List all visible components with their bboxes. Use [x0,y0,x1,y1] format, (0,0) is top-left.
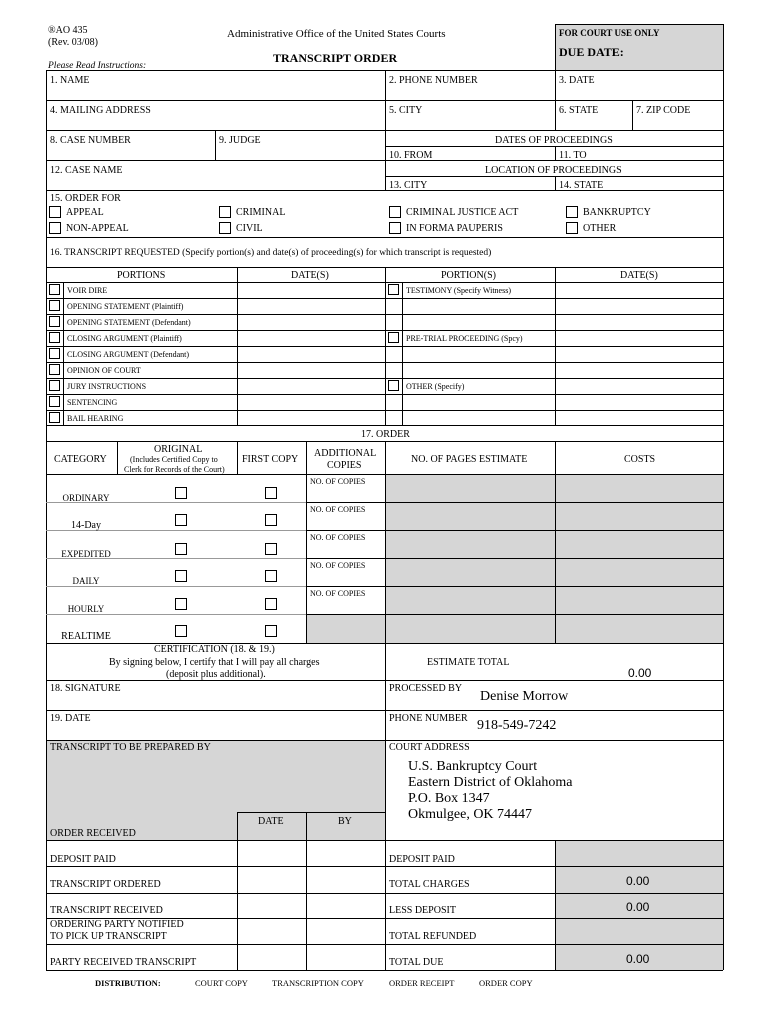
due-date-label[interactable]: DUE DATE: [559,45,624,59]
portion-checkbox[interactable] [49,396,60,407]
original-checkbox[interactable] [175,543,187,555]
portion-checkbox[interactable] [49,332,60,343]
portion-checkbox[interactable] [49,380,60,391]
pages-estimate-header: NO. OF PAGES ESTIMATE [411,454,528,465]
civil-label: CIVIL [236,223,263,234]
distribution-order-receipt: ORDER RECEIPT [389,978,455,988]
no-of-copies-label[interactable]: NO. OF COPIES [310,505,366,514]
total-due-label: TOTAL DUE [389,957,444,968]
criminal-label: CRIMINAL [236,207,286,218]
phone-field[interactable]: 2. PHONE NUMBER [389,75,478,86]
location-state-field[interactable]: 14. STATE [559,180,604,191]
total-refunded-label: TOTAL REFUNDED [389,931,477,942]
transcript-received-label: TRANSCRIPT RECEIVED [50,905,163,916]
portion-checkbox[interactable] [49,300,60,311]
court-use-label: FOR COURT USE ONLY [559,28,660,38]
portion-label: SENTENCING [67,398,118,407]
transcript-ordered-label: TRANSCRIPT ORDERED [50,879,161,890]
non-appeal-checkbox[interactable] [49,222,61,234]
judge-field[interactable]: 9. JUDGE [219,135,261,146]
bankruptcy-checkbox[interactable] [566,206,578,218]
order-section-label: 17. ORDER [361,429,410,440]
certification-line-2: (deposit plus additional). [166,669,266,680]
deposit-paid-label: DEPOSIT PAID [50,854,116,865]
ifp-label: IN FORMA PAUPERIS [406,223,503,234]
order-for-label: 15. ORDER FOR [50,193,121,204]
first-copy-checkbox[interactable] [265,598,277,610]
to-field[interactable]: 11. TO [559,150,587,161]
first-copy-checkbox[interactable] [265,625,277,637]
no-of-copies-label[interactable]: NO. OF COPIES [310,477,366,486]
no-of-copies-label[interactable]: NO. OF COPIES [310,561,366,570]
case-number-field[interactable]: 8. CASE NUMBER [50,135,131,146]
portion-label: JURY INSTRUCTIONS [67,382,147,391]
first-copy-checkbox[interactable] [265,487,277,499]
other-label: OTHER [583,223,617,234]
criminal-checkbox[interactable] [219,206,231,218]
non-appeal-label: NON-APPEAL [66,223,129,234]
location-city-field[interactable]: 13. CITY [389,180,428,191]
appeal-checkbox[interactable] [49,206,61,218]
prepared-by-label[interactable]: TRANSCRIPT TO BE PREPARED BY [50,742,211,753]
pretrial-label: PRE-TRIAL PROCEEDING (Spcy) [406,334,523,343]
order-category-label: DAILY [72,576,100,586]
cja-checkbox[interactable] [389,206,401,218]
page-title: TRANSCRIPT ORDER [273,51,398,65]
first-copy-header: FIRST COPY [242,454,299,465]
first-copy-checkbox[interactable] [265,543,277,555]
original-checkbox[interactable] [175,598,187,610]
portion-label: VOIR DIRE [67,286,108,295]
original-checkbox[interactable] [175,487,187,499]
order-category-label: EXPEDITED [61,549,111,559]
portion-label: CLOSING ARGUMENT (Plaintiff) [67,334,182,343]
portion-label: BAIL HEARING [67,414,124,423]
portions-right-header: PORTION(S) [441,270,496,281]
total-charges-label: TOTAL CHARGES [389,879,470,890]
first-copy-checkbox[interactable] [265,570,277,582]
court-address-line-1: U.S. Bankruptcy Court [408,759,538,774]
party-notified-label-1: ORDERING PARTY NOTIFIED [50,919,184,930]
total-due-value: 0.00 [626,952,650,966]
other-specify-label: OTHER (Specify) [406,382,465,391]
cja-label: CRIMINAL JUSTICE ACT [406,207,519,218]
date-field[interactable]: 3. DATE [559,75,595,86]
less-deposit-label: LESS DEPOSIT [389,905,456,916]
bankruptcy-label: BANKRUPTCY [583,207,651,218]
court-address-label: COURT ADDRESS [389,742,470,753]
additional-copies-header-1: ADDITIONAL [314,448,377,459]
party-received-label: PARTY RECEIVED TRANSCRIPT [50,957,197,968]
original-checkbox[interactable] [175,625,187,637]
phone-number-value: 918-549-7242 [477,718,557,733]
processed-by-name: Denise Morrow [480,689,569,704]
state-field[interactable]: 6. STATE [559,105,599,116]
no-of-copies-label[interactable]: NO. OF COPIES [310,589,366,598]
transcript-requested-label: 16. TRANSCRIPT REQUESTED (Specify portion(s) and date(s) of proceeding(s) for which transcript is requested) [50,248,492,258]
pretrial-checkbox[interactable] [388,332,399,343]
court-address-line-4: Okmulgee, OK 74447 [408,807,533,822]
costs-header: COSTS [624,454,656,465]
order-category-label: HOURLY [67,604,105,614]
additional-copies-header-2: COPIES [327,460,362,471]
distribution-transcription-copy: TRANSCRIPTION COPY [272,978,364,988]
portion-label: OPENING STATEMENT (Defendant) [67,318,191,327]
date-column-header: DATE [258,816,284,827]
other-specify-checkbox[interactable] [388,380,399,391]
distribution-order-copy: ORDER COPY [479,978,533,988]
date-19-field[interactable]: 19. DATE [50,713,91,724]
order-category-label: 14-Day [71,520,101,531]
signature-field[interactable]: 18. SIGNATURE [50,683,121,694]
case-name-field[interactable]: 12. CASE NAME [50,165,123,176]
portion-label: OPENING STATEMENT (Plaintiff) [67,302,184,311]
portion-label: OPINION OF COURT [67,366,141,375]
dates-header: DATE(S) [291,270,329,281]
name-field[interactable]: 1. NAME [50,75,90,86]
testimony-label: TESTIMONY (Specify Witness) [406,286,511,295]
certification-title: CERTIFICATION (18. & 19.) [154,644,275,655]
form-id: ®AO 435 [48,25,88,36]
dates-of-proceedings-label: DATES OF PROCEEDINGS [495,135,613,146]
original-checkbox[interactable] [175,570,187,582]
category-header: CATEGORY [54,454,107,465]
instructions-note: Please Read Instructions: [48,61,147,71]
civil-checkbox[interactable] [219,222,231,234]
form-revision: (Rev. 03/08) [48,37,98,48]
other-checkbox[interactable] [566,222,578,234]
deposit-paid-right-label: DEPOSIT PAID [389,854,455,865]
mailing-address-field[interactable]: 4. MAILING ADDRESS [50,105,151,116]
original-note-2: Clerk for Records of the Court) [124,465,225,474]
court-address-line-2: Eastern District of Oklahoma [408,775,573,790]
ifp-checkbox[interactable] [389,222,401,234]
office-name: Administrative Office of the United States Courts [227,28,446,40]
court-address-line-3: P.O. Box 1347 [408,791,490,806]
portion-checkbox[interactable] [49,364,60,375]
portions-header: PORTIONS [117,270,166,281]
location-of-proceedings-label: LOCATION OF PROCEEDINGS [485,165,622,176]
order-received-label: ORDER RECEIVED [50,828,136,839]
from-field[interactable]: 10. FROM [389,150,433,161]
appeal-label: APPEAL [66,207,104,218]
certification-line-1: By signing below, I certify that I will pay all charges [109,657,320,668]
portion-checkbox[interactable] [49,348,60,359]
original-header: ORIGINAL [154,444,203,455]
portion-checkbox[interactable] [49,284,60,295]
city-field[interactable]: 5. CITY [389,105,423,116]
original-note-1: (Includes Certified Copy to [130,455,218,464]
testimony-checkbox[interactable] [388,284,399,295]
original-checkbox[interactable] [175,514,187,526]
no-of-copies-label[interactable]: NO. OF COPIES [310,533,366,542]
portion-checkbox[interactable] [49,412,60,423]
order-category-label: REALTIME [61,631,111,642]
total-charges-value: 0.00 [626,874,650,888]
party-notified-label-2: TO PICK UP TRANSCRIPT [50,931,167,942]
distribution-label: DISTRIBUTION: [95,978,161,988]
first-copy-checkbox[interactable] [265,514,277,526]
by-column-header: BY [338,816,352,827]
processed-by-label: PROCESSED BY [389,683,463,694]
order-category-label: ORDINARY [62,493,110,503]
estimate-total-label: ESTIMATE TOTAL [427,657,510,668]
zip-field[interactable]: 7. ZIP CODE [636,105,691,116]
portion-checkbox[interactable] [49,316,60,327]
distribution-court-copy: COURT COPY [195,978,248,988]
dates-right-header: DATE(S) [620,270,658,281]
less-deposit-value: 0.00 [626,900,650,914]
phone-number-label: PHONE NUMBER [389,713,468,724]
portion-label: CLOSING ARGUMENT (Defendant) [67,350,190,359]
estimate-total-value: 0.00 [628,666,652,680]
